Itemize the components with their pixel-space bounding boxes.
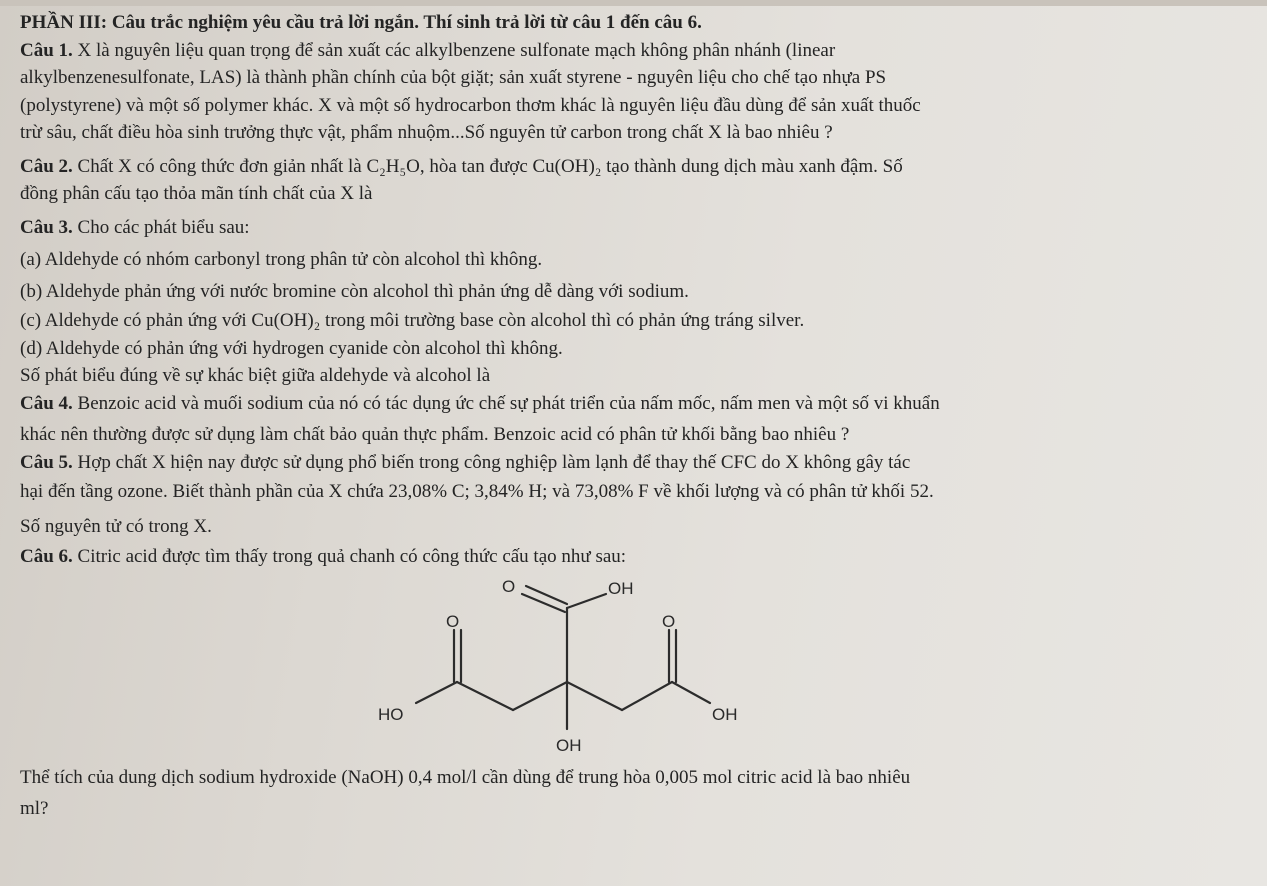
question-1-line-2: alkylbenzenesulfonate, LAS) là thành phần chính của bột giặt; sản xuất styrene - nguyên liệu cho chế tạo nhựa PS [20,67,887,88]
question-5-line-1: Câu 5. Hợp chất X hiện nay được sử dụng phổ biến trong công nghiệp làm lạnh để thay thế CFC do X không gây tác [20,452,911,473]
section-header: PHẦN III: Câu trắc nghiệm yêu cầu trả lời ngắn. Thí sinh trả lời từ câu 1 đến câu 6. [20,12,702,33]
label-o-left: O [446,612,460,631]
question-2-line-1: Câu 2. Chất X có công thức đơn giản nhất là C₂H₅O, hòa tan được Cu(OH)₂ tạo thành dung dịch màu xanh đậm. Số [20,156,903,177]
question-6-line-1: Thể tích của dung dịch sodium hydroxide (NaOH) 0,4 mol/l cần dùng để trung hòa 0,005 mol citric acid là bao nhiêu [20,767,911,788]
question-3-intro: Câu 3. Cho các phát biểu sau: [20,217,250,238]
question-3-statement-d: (d) Aldehyde có phản ứng với hydrogen cyanide còn alcohol thì không. [20,338,563,359]
cropped-top-edge [0,0,1267,6]
question-3-statement-c: (c) Aldehyde có phản ứng với Cu(OH)₂ trong môi trường base còn alcohol thì có phản ứng tráng silver. [20,310,805,331]
label-oh-top: OH [608,579,634,598]
label-o-right: O [662,612,676,631]
question-1-line-4: trừ sâu, chất điều hòa sinh trưởng thực vật, phẩm nhuộm...Số nguyên tử carbon trong chất X là bao nhiêu ? [20,122,833,143]
citric-acid-structure [360,572,780,762]
question-1-line-3: (polystyrene) và một số polymer khác. X và một số hydrocarbon thơm khác là nguyên liệu đầu dùng để sản xuất thuốc [20,95,921,116]
question-5-line-3: Số nguyên tử có trong X. [20,516,212,537]
question-4-line-2: khác nên thường được sử dụng làm chất bảo quản thực phẩm. Benzoic acid có phân tử khối bằng bao nhiêu ? [20,424,850,445]
question-3-ask: Số phát biểu đúng về sự khác biệt giữa aldehyde và alcohol là [20,365,491,386]
question-6-intro: Câu 6. Citric acid được tìm thấy trong quả chanh có công thức cấu tạo như sau: [20,546,627,567]
question-4-line-1: Câu 4. Benzoic acid và muối sodium của nó có tác dụng ức chế sự phát triển của nấm mốc, nấm men và một số vi khuẩn [20,393,940,414]
label-ho-left: HO [378,705,404,724]
label-oh-bottom: OH [556,736,582,755]
question-2-line-2: đồng phân cấu tạo thỏa mãn tính chất của X là [20,183,373,204]
citric-acid-bonds [416,586,710,729]
question-6-line-2: ml? [20,798,49,819]
question-3-statement-a: (a) Aldehyde có nhóm carbonyl trong phân tử còn alcohol thì không. [20,249,543,270]
label-o-top: O [502,577,516,596]
question-1-line-1: Câu 1. X là nguyên liệu quan trọng để sản xuất các alkylbenzene sulfonate mạch không phân nhánh (linear [20,40,836,61]
question-3-statement-b: (b) Aldehyde phản ứng với nước bromine còn alcohol thì phản ứng dễ dàng với sodium. [20,281,689,302]
question-5-line-2: hại đến tầng ozone. Biết thành phần của X chứa 23,08% C; 3,84% H; và 73,08% F về khối lượng và có phân tử khối 52. [20,481,934,502]
label-oh-right: OH [712,705,738,724]
